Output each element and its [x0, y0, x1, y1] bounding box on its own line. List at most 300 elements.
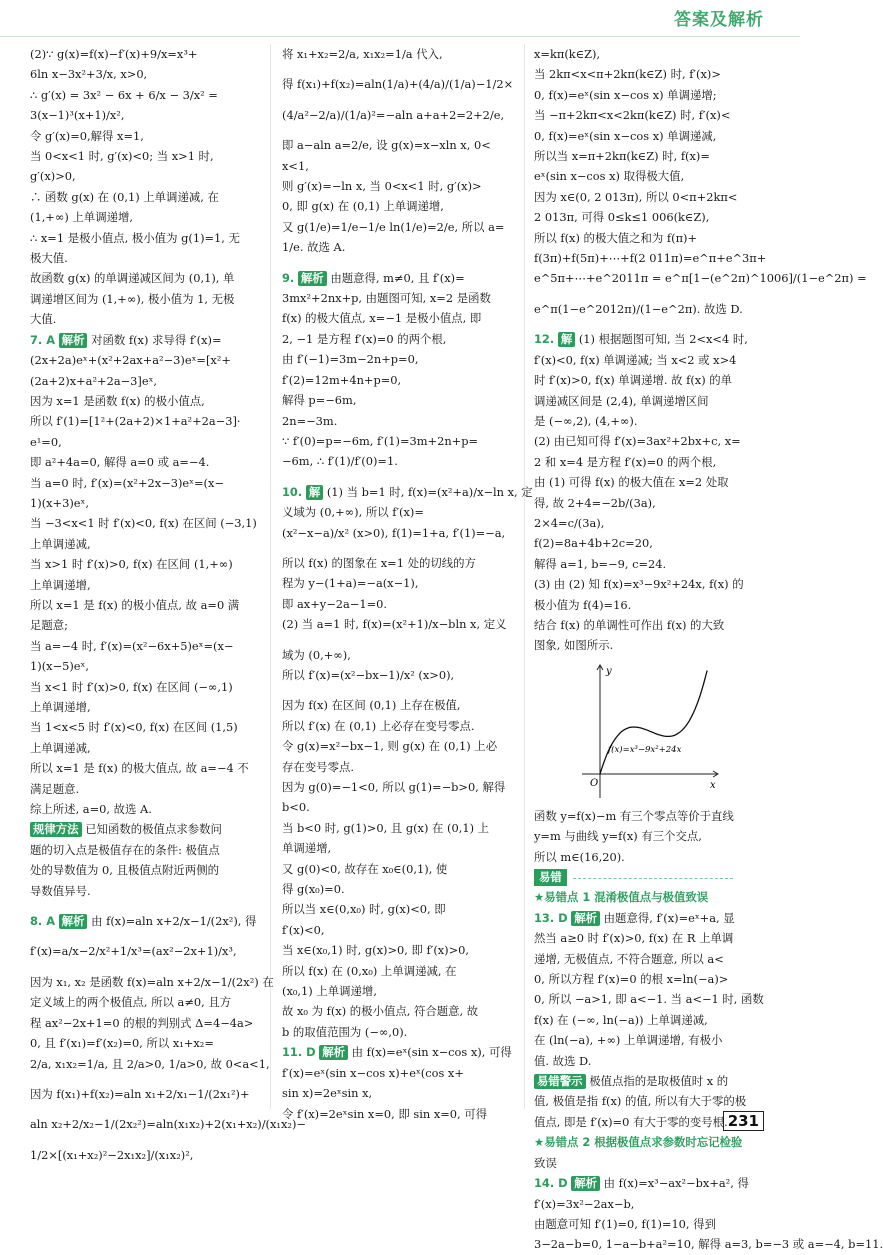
error-point-heading: ★易错点 1 混淆极值点与极值致误: [534, 890, 709, 905]
text-line: [534, 847, 770, 867]
line-text: 程为 y−(1+a)=−a(x−1),: [282, 576, 419, 591]
line-text: 所以 f(x) 的图象在 x=1 处的切线的方: [282, 555, 476, 570]
text-line: [30, 391, 265, 411]
text-line: [30, 330, 265, 350]
line-text: 所以 f(x) 在 (0,x₀) 上单调递减, 在: [282, 963, 457, 978]
text-line: [282, 777, 518, 797]
column-middle: [282, 44, 533, 1124]
text-line: [30, 432, 265, 452]
text-line: [282, 258, 518, 268]
line-text: 极大值.: [30, 251, 68, 266]
text-line: [534, 166, 770, 186]
solution-tag: 解析: [59, 914, 88, 929]
text-line: [30, 248, 265, 268]
solution-tag: 解析: [298, 271, 327, 286]
line-text: b<0.: [282, 800, 310, 815]
problem-number: 9.: [282, 270, 295, 285]
line-text: 由 f(x)=eˣ(sin x−cos x), 可得: [351, 1045, 512, 1060]
text-line: [534, 615, 770, 635]
text-line: [30, 411, 265, 431]
line-text: 即 a²+4a=0, 解得 a=0 或 a=−4.: [30, 455, 210, 470]
text-line: [282, 349, 518, 369]
text-line: [534, 989, 770, 1009]
line-text: 极小值为 f(4)=16.: [534, 597, 632, 612]
text-line: [282, 635, 518, 645]
line-text: 0, f(x)=eˣ(sin x−cos x) 单调递减,: [534, 128, 717, 143]
text-line: [282, 1022, 518, 1042]
text-line: [30, 371, 265, 391]
text-line: [282, 156, 518, 176]
text-line: [534, 574, 770, 594]
text-line: [534, 268, 867, 288]
line-text: 因为 x₁, x₂ 是函数 f(x)=aln x+2/x−1/(2x²) 在: [30, 974, 274, 989]
text-line: [30, 1145, 265, 1165]
line-text: e^5π+⋯+e^2011π = e^π[1−(e^2π)^1006]/(1−e^2π) =: [534, 271, 867, 286]
text-line: [30, 931, 265, 941]
line-text: 当 x∈(x₀,1) 时, g(x)>0, 即 f′(x)>0,: [282, 943, 470, 958]
line-text: 上单调递增,: [30, 700, 91, 714]
text-line: [30, 799, 265, 819]
text-line: [534, 350, 770, 370]
line-text: 致误: [534, 1155, 557, 1170]
text-line: [30, 493, 265, 513]
text-line: [534, 1194, 770, 1214]
line-text: 即 a−aln a=2/e, 设 g(x)=x−xln x, 0<: [282, 138, 491, 153]
text-line: [30, 697, 265, 717]
line-text: 足题意;: [30, 618, 69, 633]
text-line: [534, 908, 770, 928]
line-text: 由题意得, f′(x)=eˣ+a, 显: [603, 910, 735, 925]
text-line: [30, 992, 265, 1012]
cubic-curve: [600, 670, 707, 774]
text-line: [534, 1010, 770, 1030]
text-line: [282, 135, 518, 155]
text-line: [534, 44, 770, 64]
problem-number: 7. A: [30, 332, 56, 347]
text-line: [282, 217, 518, 237]
line-text: 又 g(0)<0, 故存在 x₀∈(0,1), 使: [282, 861, 448, 876]
text-line: [30, 941, 265, 961]
line-text: 0, 所以 −a>1, 即 a<−1. 当 a<−1 时, 函数: [534, 992, 764, 1007]
text-line: [282, 1104, 518, 1124]
text-line: [534, 289, 770, 299]
text-line: [282, 482, 533, 502]
line-text: f(2)=8a+4b+2c=20,: [534, 536, 653, 551]
text-line: [282, 288, 518, 308]
line-text: 因为 x=1 是函数 f(x) 的极小值点,: [30, 393, 205, 408]
line-text: 值点, 即是 f′(x)=0 有大于零的变号根.: [534, 1114, 728, 1129]
text-line: [282, 196, 518, 216]
text-line: [30, 44, 265, 64]
text-line: [282, 838, 518, 858]
line-text: f′(x)=a/x−2/x²+1/x³=(ax²−2x+1)/x³,: [30, 944, 237, 959]
text-line: [534, 928, 770, 948]
text-line: [30, 1054, 270, 1074]
error-point-heading: ★易错点 2 根据极值点求参数时忘记检验: [534, 1135, 743, 1150]
text-line: [282, 370, 518, 390]
line-text: 1/e. 故选 A.: [282, 240, 346, 255]
line-text: 然当 a≥0 时 f′(x)>0, f(x) 在 R 上单调: [534, 931, 734, 946]
text-line: [282, 237, 518, 257]
text-line: [282, 736, 518, 756]
line-text: 综上所述, a=0, 故选 A.: [30, 802, 152, 817]
line-text: f′(x)<0,: [282, 922, 325, 937]
text-line: [534, 411, 770, 431]
line-text: f(x) 的极大值点, x=−1 是极小值点, 即: [282, 311, 482, 326]
text-line: [534, 1214, 770, 1234]
text-line: [282, 961, 518, 981]
graph-axes: [582, 666, 717, 798]
line-text: (1) 根据题图可知, 当 2<x<4 时,: [578, 332, 748, 347]
line-text: 令 g′(x)=0,解得 x=1,: [30, 128, 144, 143]
line-text: 故函数 g(x) 的单调递减区间为 (0,1), 单: [30, 271, 235, 286]
text-line: [534, 1132, 770, 1152]
line-text: x<1,: [282, 158, 309, 173]
line-text: 所以 f′(x) 在 (0,1) 上必存在变号零点.: [282, 718, 475, 733]
text-line: [30, 534, 265, 554]
line-text: 得, 故 2+4=−2b/(3a),: [534, 495, 656, 510]
text-line: [282, 431, 518, 451]
line-text: 域为 (0,+∞),: [282, 647, 351, 662]
solution-tag: 解析: [571, 911, 600, 926]
text-line: [282, 645, 518, 665]
graph-function-label: f(x)=x³−9x²+24x: [608, 744, 682, 755]
line-text: (2) 当 a=1 时, f(x)=(x²+1)/x−bln x, 定义: [282, 617, 507, 632]
text-line: [30, 1114, 306, 1134]
line-text: 当 a=−4 时, f′(x)=(x²−6x+5)eˣ=(x−: [30, 638, 234, 653]
text-line: [30, 840, 265, 860]
line-text: 满足题意.: [30, 781, 80, 796]
line-text: 令 g(x)=x²−bx−1, 则 g(x) 在 (0,1) 上必: [282, 739, 498, 754]
line-text: 时 f′(x)>0, f(x) 单调递增. 故 f(x) 的单: [534, 373, 733, 388]
line-text: 2×4=c/(3a),: [534, 515, 605, 530]
line-text: 则 g′(x)=−ln x, 当 0<x<1 时, g′(x)>: [282, 179, 482, 194]
line-text: eˣ(sin x−cos x) 取得极大值,: [534, 169, 685, 184]
graph-y-label: y: [606, 665, 612, 677]
page-header-title: 答案及解析: [674, 10, 764, 30]
line-text: 所以 x=1 是 f(x) 的极大值点, 故 a=−4 不: [30, 761, 249, 776]
text-line: [282, 44, 518, 64]
text-line: [282, 757, 518, 777]
section-rule: [573, 878, 733, 879]
line-text: 因为 f(x₁)+f(x₂)=aln x₁+2/x₁−1/(2x₁²)+: [30, 1086, 250, 1101]
line-text: 定义域上的两个极值点, 所以 a≠0, 且方: [30, 995, 232, 1010]
line-text: sin x)=2eˣsin x,: [282, 1086, 373, 1101]
header-divider: [0, 36, 800, 37]
text-line: [30, 513, 265, 533]
line-text: −6m, ∴ f′(1)/f′(0)=1.: [282, 454, 398, 469]
line-text: 当 b<0 时, g(1)>0, 且 g(x) 在 (0,1) 上: [282, 820, 490, 835]
line-text: e^π(1−e^2012π)/(1−e^2π). 故选 D.: [534, 301, 743, 316]
column-divider: [524, 44, 525, 1109]
line-text: 6ln x−3x²+3/x, x>0,: [30, 67, 148, 82]
text-line: [534, 146, 770, 166]
problem-number: 14. D: [534, 1176, 568, 1191]
text-line: [30, 595, 265, 615]
line-text: g′(x)>0,: [30, 169, 76, 184]
text-line: [30, 1084, 265, 1104]
line-text: 在 (ln(−a), +∞) 上单调递增, 有极小: [534, 1033, 723, 1048]
text-line: [282, 981, 518, 1001]
text-line: [282, 859, 518, 879]
text-line: [282, 523, 518, 543]
problem-number: 12.: [534, 332, 555, 347]
line-text: 所以当 x=π+2kπ(k∈Z) 时, f(x)=: [534, 149, 710, 164]
line-text: ∴ x=1 是极小值点, 极小值为 g(1)=1, 无: [30, 230, 240, 245]
line-text: 0, f(x)=eˣ(sin x−cos x) 单调递增;: [534, 87, 717, 102]
line-text: ∴ 函数 g(x) 在 (0,1) 上单调递减, 在: [30, 189, 219, 204]
text-line: [30, 1104, 265, 1114]
text-line: [30, 911, 265, 931]
line-text: 所以 m∈(16,20).: [534, 849, 625, 864]
line-text: 当 −3<x<1 时 f′(x)<0, f(x) 在区间 (−3,1): [30, 516, 257, 531]
text-line: [30, 268, 265, 288]
line-text: 已知函数的极值点求参数问: [85, 822, 222, 837]
line-text: 极值点指的是取极值时 x 的: [589, 1074, 729, 1089]
column-divider: [270, 44, 271, 1109]
line-text: (x²−x−a)/x² (x>0), f(1)=1+a, f′(1)=−a,: [282, 525, 506, 540]
text-line: [30, 677, 265, 697]
axis-arrows: [597, 665, 718, 777]
text-line: [534, 187, 770, 207]
text-line: [282, 695, 518, 715]
text-line: [534, 554, 770, 574]
text-line: [30, 575, 265, 595]
problem-number: 13. D: [534, 910, 568, 925]
text-line: [534, 1234, 883, 1254]
text-line: [30, 1033, 265, 1053]
text-line: [534, 228, 770, 248]
line-text: 3(x−1)³(x+1)/x²,: [30, 108, 125, 123]
solution-tag: 解: [306, 485, 323, 500]
text-line: [282, 451, 518, 471]
line-text: (3) 由 (2) 知 f(x)=x³−9x²+24x, f(x) 的: [534, 577, 744, 592]
line-text: 因为 g(0)=−1<0, 所以 g(1)=−b>0, 解得: [282, 780, 506, 794]
text-line: [534, 826, 770, 846]
line-text: 调递减区间是 (2,4), 单调递增区间: [534, 393, 709, 408]
line-text: 当 1<x<5 时 f′(x)<0, f(x) 在区间 (1,5): [30, 720, 238, 735]
text-line: [30, 64, 265, 84]
text-line: [30, 615, 265, 635]
text-line: [282, 940, 518, 960]
text-line: [534, 391, 770, 411]
line-text: ∵ f′(0)=p=−6m, f′(1)=3m+2n+p=: [282, 433, 479, 448]
solution-tag: 解析: [571, 1176, 600, 1191]
line-text: 程 ax²−2x+1=0 的根的判别式 Δ=4−4a>: [30, 1015, 254, 1030]
line-text: 得 g(x₀)=0.: [282, 882, 345, 897]
line-text: f′(2)=12m+4n+p=0,: [282, 372, 402, 387]
page-number: 231: [723, 1111, 764, 1131]
line-text: 由 f(x)=x³−ax²−bx+a², 得: [603, 1176, 749, 1191]
text-line: [30, 350, 265, 370]
line-text: f′(x)<0, f(x) 单调递减; 当 x<2 或 x>4: [534, 352, 737, 367]
text-line: [534, 1051, 770, 1071]
text-line: [282, 502, 518, 522]
graph-origin-label: O: [590, 777, 599, 789]
line-text: b 的取值范围为 (−∞,0).: [282, 1024, 408, 1039]
line-text: 1)(x−5)eˣ,: [30, 659, 89, 674]
line-text: 0, 且 f′(x₁)=f′(x₂)=0, 所以 x₁+x₂=: [30, 1036, 214, 1051]
text-line: [282, 685, 518, 695]
text-line: [30, 207, 265, 227]
text-line: [534, 1091, 770, 1111]
line-text: x=kπ(k∈Z),: [534, 47, 601, 61]
line-text: 由 f(x)=aln x+2/x−1/(2x²), 得: [91, 914, 257, 929]
text-line: [534, 1030, 770, 1050]
line-text: 上单调递减,: [30, 740, 91, 755]
text-line: [30, 554, 265, 574]
problem-number: 8. A: [30, 914, 56, 929]
text-line: [282, 472, 518, 482]
text-line: [282, 1001, 518, 1021]
line-text: f′(x)=eˣ(sin x−cos x)+eˣ(cos x+: [282, 1065, 464, 1080]
line-text: f(3π)+f(5π)+⋯+f(2 011π)=e^π+e^3π+: [534, 251, 767, 266]
text-line: [30, 187, 265, 207]
text-line: [282, 105, 518, 125]
text-line: [30, 962, 265, 972]
line-text: 1)(x+3)eˣ,: [30, 495, 89, 510]
text-line: [30, 901, 265, 911]
text-line: [282, 1083, 518, 1103]
text-line: [30, 819, 265, 839]
text-line: [534, 105, 770, 125]
text-line: [30, 738, 265, 758]
text-line: [282, 1042, 518, 1062]
line-text: 因为 f(x) 在区间 (0,1) 上存在极值,: [282, 698, 461, 713]
solution-tag: 规律方法: [30, 822, 82, 837]
text-line: [282, 329, 518, 349]
line-text: 导数值异号.: [30, 883, 91, 898]
line-text: 由 f′(−1)=3m−2n+p=0,: [282, 352, 419, 367]
text-line: [534, 1071, 770, 1091]
line-text: 值. 故选 D.: [534, 1053, 592, 1068]
line-text: 当 −π+2kπ<x<2kπ(k∈Z) 时, f′(x)<: [534, 108, 731, 123]
text-line: [534, 513, 770, 533]
solution-tag: 解析: [319, 1045, 348, 1060]
section-heading: 易错: [534, 869, 567, 886]
text-line: [282, 594, 518, 614]
text-line: [30, 166, 265, 186]
line-text: 值, 极值是指 f(x) 的值, 所以有大于零的极: [534, 1094, 747, 1109]
text-line: [534, 85, 770, 105]
line-text: y=m 与曲线 y=f(x) 有三个交点,: [534, 829, 702, 844]
text-line: [282, 879, 518, 899]
text-line: [534, 1153, 770, 1173]
line-text: 当 0<x<1 时, g′(x)<0; 当 x>1 时,: [30, 149, 214, 164]
text-line: [30, 881, 265, 901]
text-line: [30, 452, 265, 472]
text-line: [534, 887, 770, 907]
line-text: 0, 即 g(x) 在 (0,1) 上单调递增,: [282, 199, 444, 214]
text-line: [282, 614, 518, 634]
line-text: 故 x₀ 为 f(x) 的极小值点, 符合题意, 故: [282, 1004, 479, 1019]
solution-tag: 解析: [59, 333, 88, 348]
text-line: [282, 797, 518, 817]
text-line: [30, 717, 265, 737]
line-text: 3−2a−b=0, 1−a−b+a²=10, 解得 a=3, b=−3 或 a=−4, b=11.: [534, 1237, 883, 1252]
solution-tag: 解: [558, 332, 575, 347]
line-text: 当 a=0 时, f′(x)=(x²+2x−3)eˣ=(x−: [30, 475, 224, 490]
text-line: [30, 85, 265, 105]
text-line: [30, 758, 265, 778]
problem-number: 11. D: [282, 1045, 316, 1060]
text-line: [282, 818, 518, 838]
text-line: [282, 573, 518, 593]
text-line: [282, 268, 518, 288]
text-line: [282, 543, 518, 553]
text-line: [282, 1063, 518, 1083]
text-line: [534, 867, 770, 887]
line-text: 调递增区间为 (1,+∞), 极小值为 1, 无极: [30, 291, 235, 306]
text-line: [30, 289, 265, 309]
text-line: [534, 949, 770, 969]
line-text: 由题意可知 f′(1)=0, f(1)=10, 得到: [534, 1216, 716, 1231]
text-line: [534, 248, 770, 268]
line-text: 令 f′(x)=2eˣsin x=0, 即 sin x=0, 可得: [282, 1106, 488, 1121]
text-line: [30, 309, 265, 329]
line-text: 是 (−∞,2), (4,+∞).: [534, 413, 638, 428]
line-text: (2) 由已知可得 f′(x)=3ax²+2bx+c, x=: [534, 434, 741, 449]
line-text: 由 (1) 可得 f(x) 的极大值在 x=2 处取: [534, 475, 729, 490]
text-line: [534, 533, 770, 553]
line-text: (2x+2a)eˣ+(x²+2ax+a²−3)eˣ=[x²+: [30, 353, 231, 368]
line-text: (4/a²−2/a)/(1/a)²=−aln a+a+2=2+2/e,: [282, 107, 505, 122]
text-line: [30, 656, 265, 676]
text-line: [534, 806, 770, 826]
line-text: (2a+2)x+a²+2a−3]eˣ,: [30, 373, 158, 388]
text-line: [30, 1013, 265, 1033]
text-line: [30, 1074, 265, 1084]
line-text: 由题意得, m≠0, 且 f′(x)=: [330, 270, 465, 285]
line-text: (1) 当 b=1 时, f(x)=(x²+a)/x−ln x, 定: [326, 484, 533, 499]
line-text: 解得 p=−6m,: [282, 393, 357, 408]
text-line: [282, 665, 518, 685]
line-text: 函数 y=f(x)−m 有三个零点等价于直线: [534, 808, 734, 823]
text-line: [534, 1173, 770, 1193]
line-text: 当 x<1 时 f′(x)>0, f(x) 在区间 (−∞,1): [30, 679, 233, 694]
line-text: 存在变号零点.: [282, 759, 354, 774]
text-line: [282, 95, 518, 105]
text-line: [30, 779, 265, 799]
line-text: 所以当 x∈(0,x₀) 时, g(x)<0, 即: [282, 902, 446, 917]
text-line: [282, 553, 518, 573]
line-text: 又 g(1/e)=1/e−1/e ln(1/e)=2/e, 所以 a=: [282, 219, 505, 234]
text-line: [534, 207, 770, 227]
line-text: 0, 所以方程 f′(x)=0 的根 x=ln(−a)>: [534, 972, 729, 987]
line-text: 当 x>1 时 f′(x)>0, f(x) 在区间 (1,+∞): [30, 557, 233, 572]
line-text: ∴ g′(x) = 3x² − 6x + 6/x − 3/x² =: [30, 87, 218, 102]
text-line: [282, 64, 518, 74]
line-text: 3mx²+2nx+p, 由题图可知, x=2 是函数: [282, 291, 491, 306]
text-line: [30, 860, 265, 880]
text-line: [30, 636, 265, 656]
line-text: (1,+∞) 上单调递增,: [30, 210, 133, 225]
line-text: aln x₂+2/x₂−1/(2x₂²)=aln(x₁x₂)+2(x₁+x₂)/(x₁x₂)−: [30, 1117, 306, 1132]
text-line: [282, 899, 518, 919]
text-line: [534, 595, 770, 615]
line-text: 2/a, x₁x₂=1/a, 且 2/a>0, 1/a>0, 故 0<a<1,: [30, 1056, 270, 1071]
line-text: 得 f(x₁)+f(x₂)=aln(1/a)+(4/a)/(1/a)−1/2×: [282, 77, 514, 92]
text-line: [282, 125, 518, 135]
line-text: 对函数 f(x) 求导得 f′(x)=: [91, 332, 222, 347]
column-right: [534, 44, 883, 1255]
line-text: 即 ax+y−2a−1=0.: [282, 596, 387, 611]
text-line: [534, 64, 770, 84]
line-text: 所以 x=1 是 f(x) 的极小值点, 故 a=0 满: [30, 597, 240, 612]
text-line: [534, 299, 770, 319]
line-text: f(x) 在 (−∞, ln(−a)) 上单调递减,: [534, 1012, 708, 1027]
text-line: [30, 146, 265, 166]
